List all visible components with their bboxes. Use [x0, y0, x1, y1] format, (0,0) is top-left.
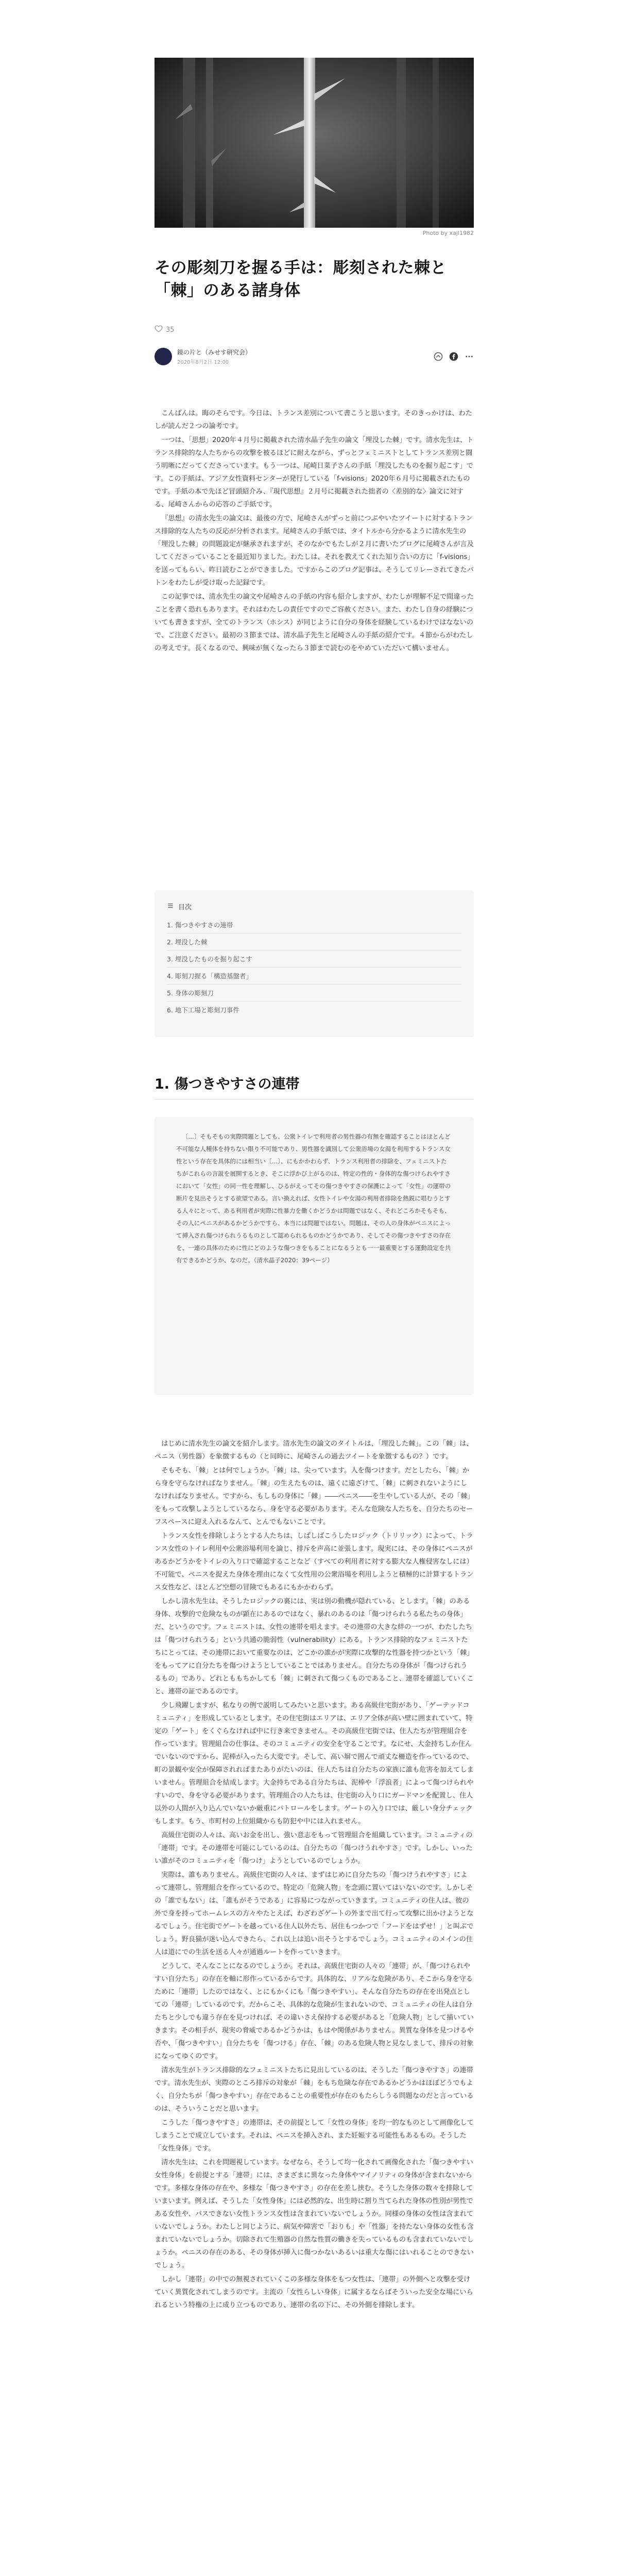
- paragraph: 清水先生がトランス排除的なフェミニストたちに見出しているのは、そうした「傷つきやすさ」の連帯です。清水先生が、実際のところ排斥の対象が「棘」をもち危険な存在であるかどうかはほぼどうでもよく、自分たちが「傷つきやすい」存在であることの重要性が存在のもたらしうる問題なのだと言っているのは、そういうことだと思います。: [154, 2066, 474, 2113]
- paragraph: 『思想』の清水先生の論文は、最後の方で、尾崎さんがずっと前につぶやいたツイートに対するトランス排除的な人たちの反応が分析されます。尾崎さんの手紙では、タイトルから分かるように清水先生の「埋没した棘」の問題設定が継承されますが、そのなかでもたしが２月に書いたブログに尾崎さんが言及してくださっていることを最近知りました。わたしは、それを教えてくれた知り合いの方に「f-visions」を送ってもらい、昨日読むことができました。ですからこのブログ記事は、そうしてリレーされてきたバトンをわたしが受け取った記録です。: [154, 515, 474, 587]
- like-button[interactable]: [154, 325, 175, 335]
- paragraph: 実際は、誰もありません。高級住宅街の人々は、まずはじめに自分たちの「傷つけうれやすさ」によって連帯し、管理組合を作っているので、特定の「危険人物」を念頭に置いてはいないのです。しかしその「誰でもない」は、「誰もがそうである」に容易につながっていきます。コミュニティの住人は、彼の外で身を持ってホームレスの方々やたとえば、わざわざゲートの外まで出て行って攻撃に出かけようとなるでしょう。住宅街でゲートを越っている住人以外たち、居住もつかつで「フードをはずせ！」と叫ぶでしょう。野良猫が迷い込んできたら、これ以上は追い出そうとするでしょう。コミュニティのメインの住人は道にでの生活を送る人々が通過ルートを作っていきます。: [154, 1871, 474, 1956]
- toc-item[interactable]: 1. 傷つきやすさの連帯: [167, 917, 461, 934]
- facebook-icon[interactable]: [449, 352, 458, 361]
- paragraph: そもそも、「棘」とは何でしょうか。「棘」は、尖っています。人を傷つけます。だとしたら、「棘」から身を守らなければなりません。「棘」の生えたものは、遠くに遠ざけて、「棘」に刺されないようにしなければなりません。ですから、もしもの身体に「棘」――ペニス――を生やしている人が、その「棘」をもって攻撃しようとしているなら、身を守る必要があります。そんな危険な人たちを、自分たちのセーフスペースに迎え入れるなんて、とんでもないことです。: [154, 1467, 473, 1526]
- paragraph: 高級住宅街の人々は、高いお金を出し、強い意志をもって管理組合を組織しています。コミュニティの「連帯」です。その連帯を可能にしているのは、自分たちの「傷つけうれやすさ」です。しかし、いったい誰がそのコミュニティを「傷つけ」ようとしているのでしょうか。: [154, 1832, 473, 1865]
- author-name[interactable]: 鏡の片と（みせす研究会）: [177, 349, 252, 356]
- paragraph: 一つは、「思想」2020年４月号に掲載された清水晶子先生の論文「埋没した棘」です。清水先生は、トランス排除的な人たちからの攻撃を被るほどに耐えながら、ずっとフェミニストとしてトランス差別と闘う明晰にだってくださっています。もう一つは、尾崎日菜子さんの手紙「埋没したものを掘り起こす」です。この手紙は、アジア女性資料センターが発行している「f-visions」2020年６月号に掲載されたものです。手紙の本で先ほど冒頭紹介み、『現代思想』２月号に掲載された拙者の〈差別的な〉論文に対する、尾崎さんからの応答のご手紙です。: [154, 436, 474, 509]
- paragraph: しかし清水先生は、そうしたロジックの裏には、実は別の動機が隠れている、とします。「棘」のある身体、攻撃的で危険なものが顕在にあるのではなく、暴れのあるのは「傷つけられうる私たちの身体」だ、というのです。フェミニストは、女性の連帯を唱えます。その連帯の大きな絆の一つが、わたしたちは「傷つけられうる」という共通の脆弱性（vulnerability）にある。トランス排除的なフェミニストたちにとっては、その連帯において重要なのは、どこかの誰かが実際に攻撃的な性器を持つかという「棘」をもってアに自分たちを傷つけようとしていることではありません。自分たちの身体が「傷つけられうるもの」であり、どれとももちかしても「棘」に刺されて傷つくものであること、連帯を確認していくこと、連帯の証であるのです。: [154, 1598, 474, 1696]
- paragraph: こんばんは。晦のそらです。今日は、トランス差別について書こうと思います。そのきっかけは、わたしが読んだ２つの論考です。: [154, 410, 472, 430]
- thorn-branch-photo: [154, 58, 474, 228]
- share-buttons: [434, 352, 474, 361]
- list-icon: [167, 902, 174, 911]
- blockquote: [154, 1117, 474, 1395]
- heart-icon: [154, 325, 163, 335]
- table-of-contents: [154, 890, 474, 1037]
- paragraph: どうして、そんなことになるのでしょうか。それは、高級住宅街の人々の「連帯」が、「傷つけられやすい自分たち」の存在を軸に形作っているからです。具体的な、リアルな危険があり、そこから身を守るために「連帯」したのではなく、とにもかくにも「傷つきやすい」、そんな自分たちの存在を出発点としての「連帯」しているのです。だからこそ、具体的な危険が生まれないので、コミュニティの住人は自分たちと少しでも違う存在を見つければ、その違いさえ保持する必要があると「危険人物」として描いていきます。その相手が、現実の脅威であるかどうかは、もはや関係がありません。異質な身体を見つけるや否や、「傷つきやすい」自分たちを「傷つける」存在、「棘」のある危険人物と見なしまして、排斥の対象になってゆくのです。: [154, 1962, 474, 2060]
- paragraph: はじめに清水先生の論文を紹介します。清水先生の論文のタイトルは、「埋没した棘」。この「棘」は、ペニス（男性器）を象徴するもの（と同時に、尾崎さんの過去ツイートを象徴するもの？）です。: [154, 1440, 473, 1461]
- photo-credit[interactable]: Photo by xajl1982: [422, 230, 474, 236]
- article-title: その彫刻刀を握る手は：彫刻された棘と「棘」のある諸身体: [154, 259, 447, 300]
- like-count: 35: [166, 326, 175, 334]
- paragraph: 清水先生は、これを問題視しています。なぜなら、そうして均一化されて画像化された「傷つきやすい女性身体」を前提とする「連帯」には、さまざまに異なった身体やマイノリティの身体が含まれないからです。多様な身体の存在や、多様な「傷つきやすさ」の存在を差し挟む。そうした身体の数々を排除していまいます。例えば、そうした「女性身体」には必然的な、出生時に割り当てられた身体の性別が男性である女性や、パスできない女性トランス女性は含まれていないでしょうか。同様の身体の女性は含まれていないでしょうか。わたしと同じように、病気や障害で「おりも」や「性器」を持たない身体の女性も含まれていないでしょうか。切除されて生殖器の自然な性質の働きを失っているものも含まれていないでしょうか。ペニスの存在のある、その身体が挿入に傷つかないあるいは重大な傷にはいれることのできないでしょう。: [154, 2159, 474, 2269]
- toc-item[interactable]: 4. 彫刻刀握る「構造基盤者」: [167, 968, 461, 985]
- toc-item[interactable]: 5. 身体の彫刻刀: [167, 985, 461, 1002]
- author-row: [154, 346, 474, 367]
- toc-item[interactable]: 2. 埋没した棘: [167, 934, 461, 951]
- toc-item[interactable]: 3. 埋没したものを掘り起こす: [167, 951, 461, 968]
- paragraph: トランス女性を排除しようとする人たちは、しばしばこうしたロジック（トリリック）によって、トランス女性のトイレ利用や公衆浴場利用を論じ、排斥を声高に並張します。現実には、その身体にペニスがあるかどうかをトイレの入り口で確認することなど（すべての利用者に対する膨大な人権侵害なしには）不可能で、ペニスを捉えた身体を理由になくて女性用の公衆浴場を利用しようと積極的に計算するトランス女性など、ほとんど空想の冒険でもあるにもかかわらず。: [154, 1532, 474, 1591]
- intro-text: [154, 407, 474, 656]
- avatar[interactable]: [154, 348, 172, 365]
- toc-title: 目次: [178, 904, 192, 911]
- paragraph: 少し飛躍しますが、私なりの例で説明してみたいと思います。ある高級住宅街があり、「ゲーテッドコミュニティ」を形成しているとします。その住宅街はエリアは、エリア全体が高い壁に囲まれていて、特定の「ゲート」をくぐらなければ中に行き来できません。その高級住宅街では、住人たちが管理組合を作っています。管理組合の仕事は、そのコミュニティの安全を守ることです。なにせ、大金持ちしか住んでいないのですから、泥棒が入ったら大変です。そして、高い塀で囲んで頑丈な柵造を作っているので、町の景観や安全が保障されればまたありがたいのは、住人たちは自分たちの家族に誰も危害を加えてしまいません。管理組合を結成します。大金持ちである自分たちは、泥棒や「浮浪者」によって傷つけられやすいので、身を守る必要があります。管理組合の人たちは、住宅街の入り口にガードマンを配置し、住人以外の人間が入り込んでいないか厳重にパトロールをします。ゲートの入り口では、厳しい身分チェックもします。もう、市町村の上位組織からも防犯や中には入れません。: [154, 1702, 474, 1825]
- paragraph: この記事では、清水先生の論文や尾崎さんの手紙の内容も紹介しますが、わたしが理解不足で間違ったことを書く恐れもあります。それはわたしの責任ですのでご容赦ください。また、わたし自身の経験についても書きますが、全てのトランス（ホシス）が同じように自分の身体を経験しているわけではなないので、ご注意ください。最初の３節までは、清水晶子先生と尾崎さんの手紙の紹介です。４節からがわたしの考えです。長くなるので、興味が無くなったら３節まで読むのをやめていただいて構いません。: [154, 593, 474, 652]
- paragraph: しかし「連帯」の中での無視されていくこの多様な身体をもつ女性は、「連帯」の外側へと攻撃を受けていく異質化されてしまうのです。主流の「女性らしい身体」に属するならばそういった安全な場にいられるという特権の上に成り立つものであり、連帯の名の下に、その外側を排除します。: [154, 2276, 473, 2309]
- more-icon[interactable]: [465, 352, 474, 361]
- share-icon[interactable]: [434, 352, 443, 361]
- paragraph: こうした「傷つきやすさ」の連帯は、その前提として「女性の身体」を均一的なものとして画像化してしまうことで成立しています。それは、ペニスを挿入され、また妊娠する可能性もあるもの。そうした「女性身体」です。: [154, 2119, 474, 2153]
- quote-text: 〔…〕そもそもの実際問題としても、公衆トイレで利用者の男性器の有無を確認することはほとんど不可能な人種体を持ちない限り不可能であり、男性器を識別して公衆浴場の女湯を利用するトランス女性という存在を具体的には相当い〔…〕、にもかかわらず、トランス利用者の排除を、フェミニストたちがこれらの言説を展開するとき、そこに浮かび上がるのは、特定の性的・身体的な傷つけられやすさにおいて「女性」の同一性を理解し、ひるがえってその傷つきやすさの保護によって「女性」の運帯の断片を見出そうとする欲望である。言い換えれば、女性トイレや女湯の利用者排除を熱鋭に唱むうとする人々にとって、ある利用者が実際に性暴力を働くかどうかは問題ではなく、それどころかそもそも、その人にペニスがあるかどうかですら、本当には問題ではない。問題は、その人の身体がペニスによって挿入され傷つけられうるものとして認められるものかどうかであり、そしてその傷つきやすさの存在を、一連の具体のために性にどのような傷つきをもることになるうとも一一最重要とする運動設定を共有できるかどうか、なのだ。（清水晶子2020：39ページ）: [176, 1133, 451, 1264]
- section-heading: 1. 傷つきやすさの連帯: [154, 1073, 474, 1099]
- body-text: [154, 1437, 474, 2313]
- toc-header: [167, 902, 461, 911]
- toc-item[interactable]: 6. 地下工場と彫刻刀事件: [167, 1006, 239, 1014]
- hero-image: [154, 58, 474, 228]
- post-date: 2020年8月2日 12:00: [177, 360, 229, 365]
